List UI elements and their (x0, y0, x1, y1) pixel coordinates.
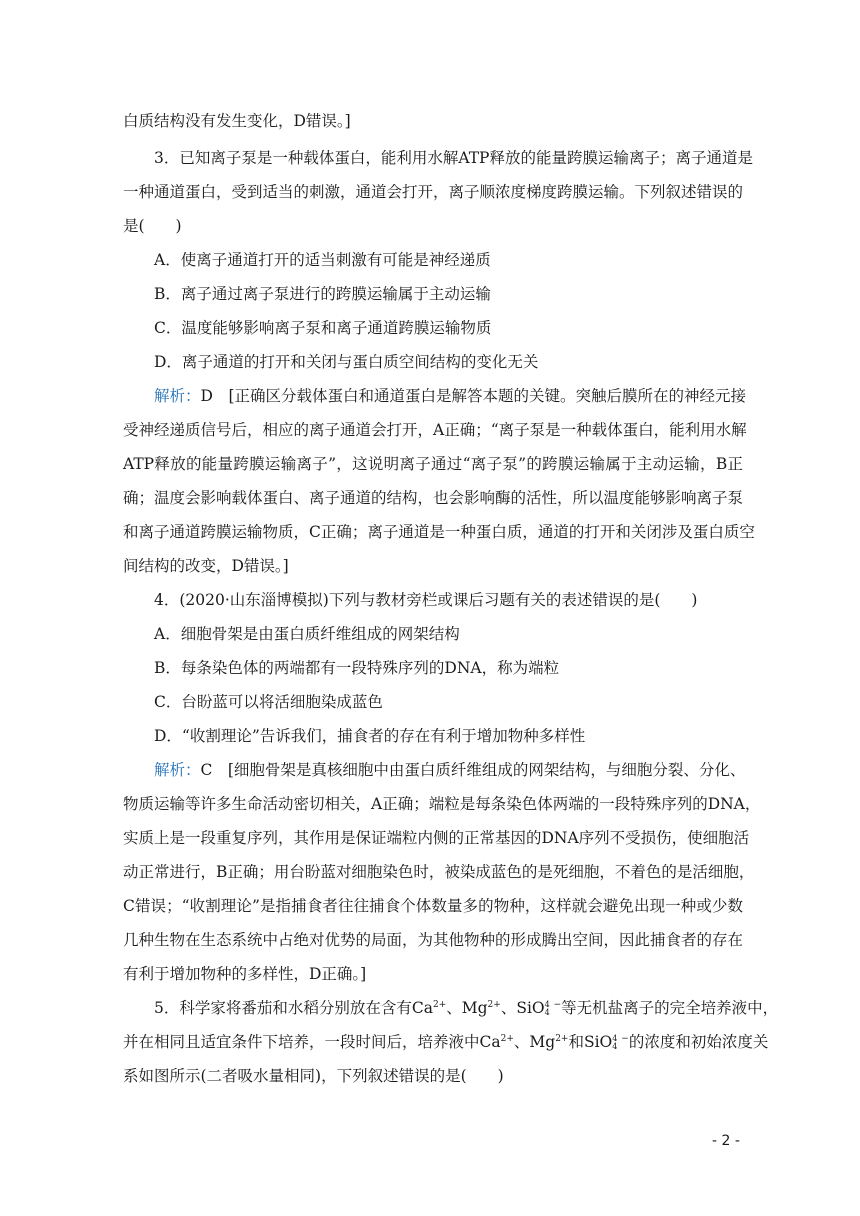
question-4-stem: 4．(2020·山东淄博模拟)下列与教材旁栏或课后习题有关的表述错误的是( ) (154, 591, 698, 609)
question-3-option-d: D．离子通道的打开和关闭与蛋白质空间结构的变化无关 (154, 353, 539, 371)
answer-4-line (154, 760, 746, 780)
question-4-option-c: C．台盼蓝可以将活细胞染成蓝色 (154, 693, 383, 711)
silicate-subsup (612, 1035, 621, 1049)
question-3-stem-end: 是( ) (123, 217, 182, 235)
answer-label: 解析： (154, 761, 201, 779)
answer-3-line (154, 386, 746, 406)
answer-4-text: C错误；“收割理论”是指捕食者往往捕食个体数量多的物种，这样就会避免出现一种或少数 (123, 897, 743, 915)
charge-superscript: − (621, 1033, 629, 1044)
answer-4-text: 物质运输等许多生命活动密切相关，A正确；端粒是每条染色体两端的一段特殊序列的DNA， (123, 795, 761, 813)
answer-3-text: 间结构的改变，D错误。] (123, 557, 289, 575)
frac-bottom: 4 (612, 1042, 618, 1051)
page-number: - 2 - (712, 1133, 740, 1149)
q5-text: 、Mg (513, 1033, 556, 1051)
answer-4-text: 实质上是一段重复序列，其作用是保证端粒内侧的正常基因的DNA序列不受损伤，使细胞活 (123, 829, 750, 847)
q5-text: 5．科学家将番茄和水稻分别放在含有Ca (154, 999, 433, 1017)
answer-3-text: 确；温度会影响载体蛋白、离子通道的结构，也会影响酶的活性，所以温度能够影响离子泵 (123, 489, 744, 507)
question-5-stem-cont (123, 1032, 769, 1052)
q5-text: 和SiO (568, 1033, 613, 1051)
question-3-option-b: B．离子通过离子泵进行的跨膜运输属于主动运输 (154, 285, 491, 303)
question-4-option-d: D．“收割理论”告诉我们，捕食者的存在有利于增加物种多样性 (154, 727, 586, 745)
answer-3-text: D [正确区分载体蛋白和通道蛋白是解答本题的关键。突触后膜所在的神经元接 (200, 387, 746, 405)
charge-superscript: 2+ (555, 1033, 569, 1044)
answer-4-text: C [细胞骨架是真核细胞中由蛋白质纤维组成的网架结构，与细胞分裂、分化、 (200, 761, 746, 779)
answer-4-text: 动正常进行，B正确；用台盼蓝对细胞染色时，被染成蓝色的是死细胞，不着色的是活细胞， (123, 863, 755, 881)
question-4-option-a: A．细胞骨架是由蛋白质纤维组成的网架结构 (154, 625, 460, 643)
q5-text: 、Mg (446, 999, 488, 1017)
answer-3-text: 受神经递质信号后，相应的离子通道会打开，A正确；“离子泵是一种载体蛋白，能利用水解 (123, 421, 747, 439)
answer-label: 解析： (154, 387, 201, 405)
question-4-option-b: B．每条染色体的两端都有一段特殊序列的DNA，称为端粒 (154, 659, 560, 677)
q5-text: 、SiO (500, 999, 545, 1017)
answer-4-text: 几种生物在生态系统中占绝对优势的局面，为其他物种的形成腾出空间，因此捕食者的存在 (123, 931, 744, 949)
charge-superscript: 2+ (487, 999, 501, 1010)
charge-superscript: 2+ (432, 999, 447, 1010)
frac-top: 4 (544, 1000, 550, 1009)
silicate-subsup (545, 1001, 554, 1015)
question-3-stem: 3．已知离子泵是一种载体蛋白，能利用水解ATP释放的能量跨膜运输离子；离子通道是 (154, 149, 753, 167)
question-3-option-a: A．使离子通道打开的适当刺激有可能是神经递质 (154, 251, 491, 269)
q5-text: 的浓度和初始浓度关 (628, 1033, 769, 1051)
answer-4-text: 有利于增加物种的多样性，D正确。] (123, 965, 367, 983)
frac-top: 4 (612, 1034, 618, 1043)
text-line: 白质结构没有发生变化，D错误。] (123, 112, 351, 130)
q5-text: 并在相同且适宜条件下培养，一段时间后，培养液中Ca (123, 1033, 501, 1051)
question-3-option-c: C．温度能够影响离子泵和离子通道跨膜运输物质 (154, 319, 492, 337)
question-5-stem-end: 系如图所示(二者吸水量相同)，下列叙述错误的是( ) (123, 1067, 504, 1085)
frac-bottom: 4 (544, 1008, 550, 1017)
answer-3-text: 和离子通道跨膜运输物质，C正确；离子通道是一种蛋白质，通道的打开和关闭涉及蛋白质空 (123, 523, 755, 541)
question-3-stem-cont: 一种通道蛋白，受到适当的刺激，通道会打开，离子顺浓度梯度跨膜运输。下列叙述错误的 (123, 183, 744, 201)
answer-3-text: ATP释放的能量跨膜运输离子”，这说明离子通过“离子泵”的跨膜运输属于主动运输，B正 (123, 455, 743, 473)
question-5-stem (154, 998, 779, 1018)
charge-superscript: − (553, 999, 562, 1010)
q5-text: 等无机盐离子的完全培养液中， (561, 999, 779, 1017)
charge-superscript: 2+ (500, 1033, 514, 1044)
